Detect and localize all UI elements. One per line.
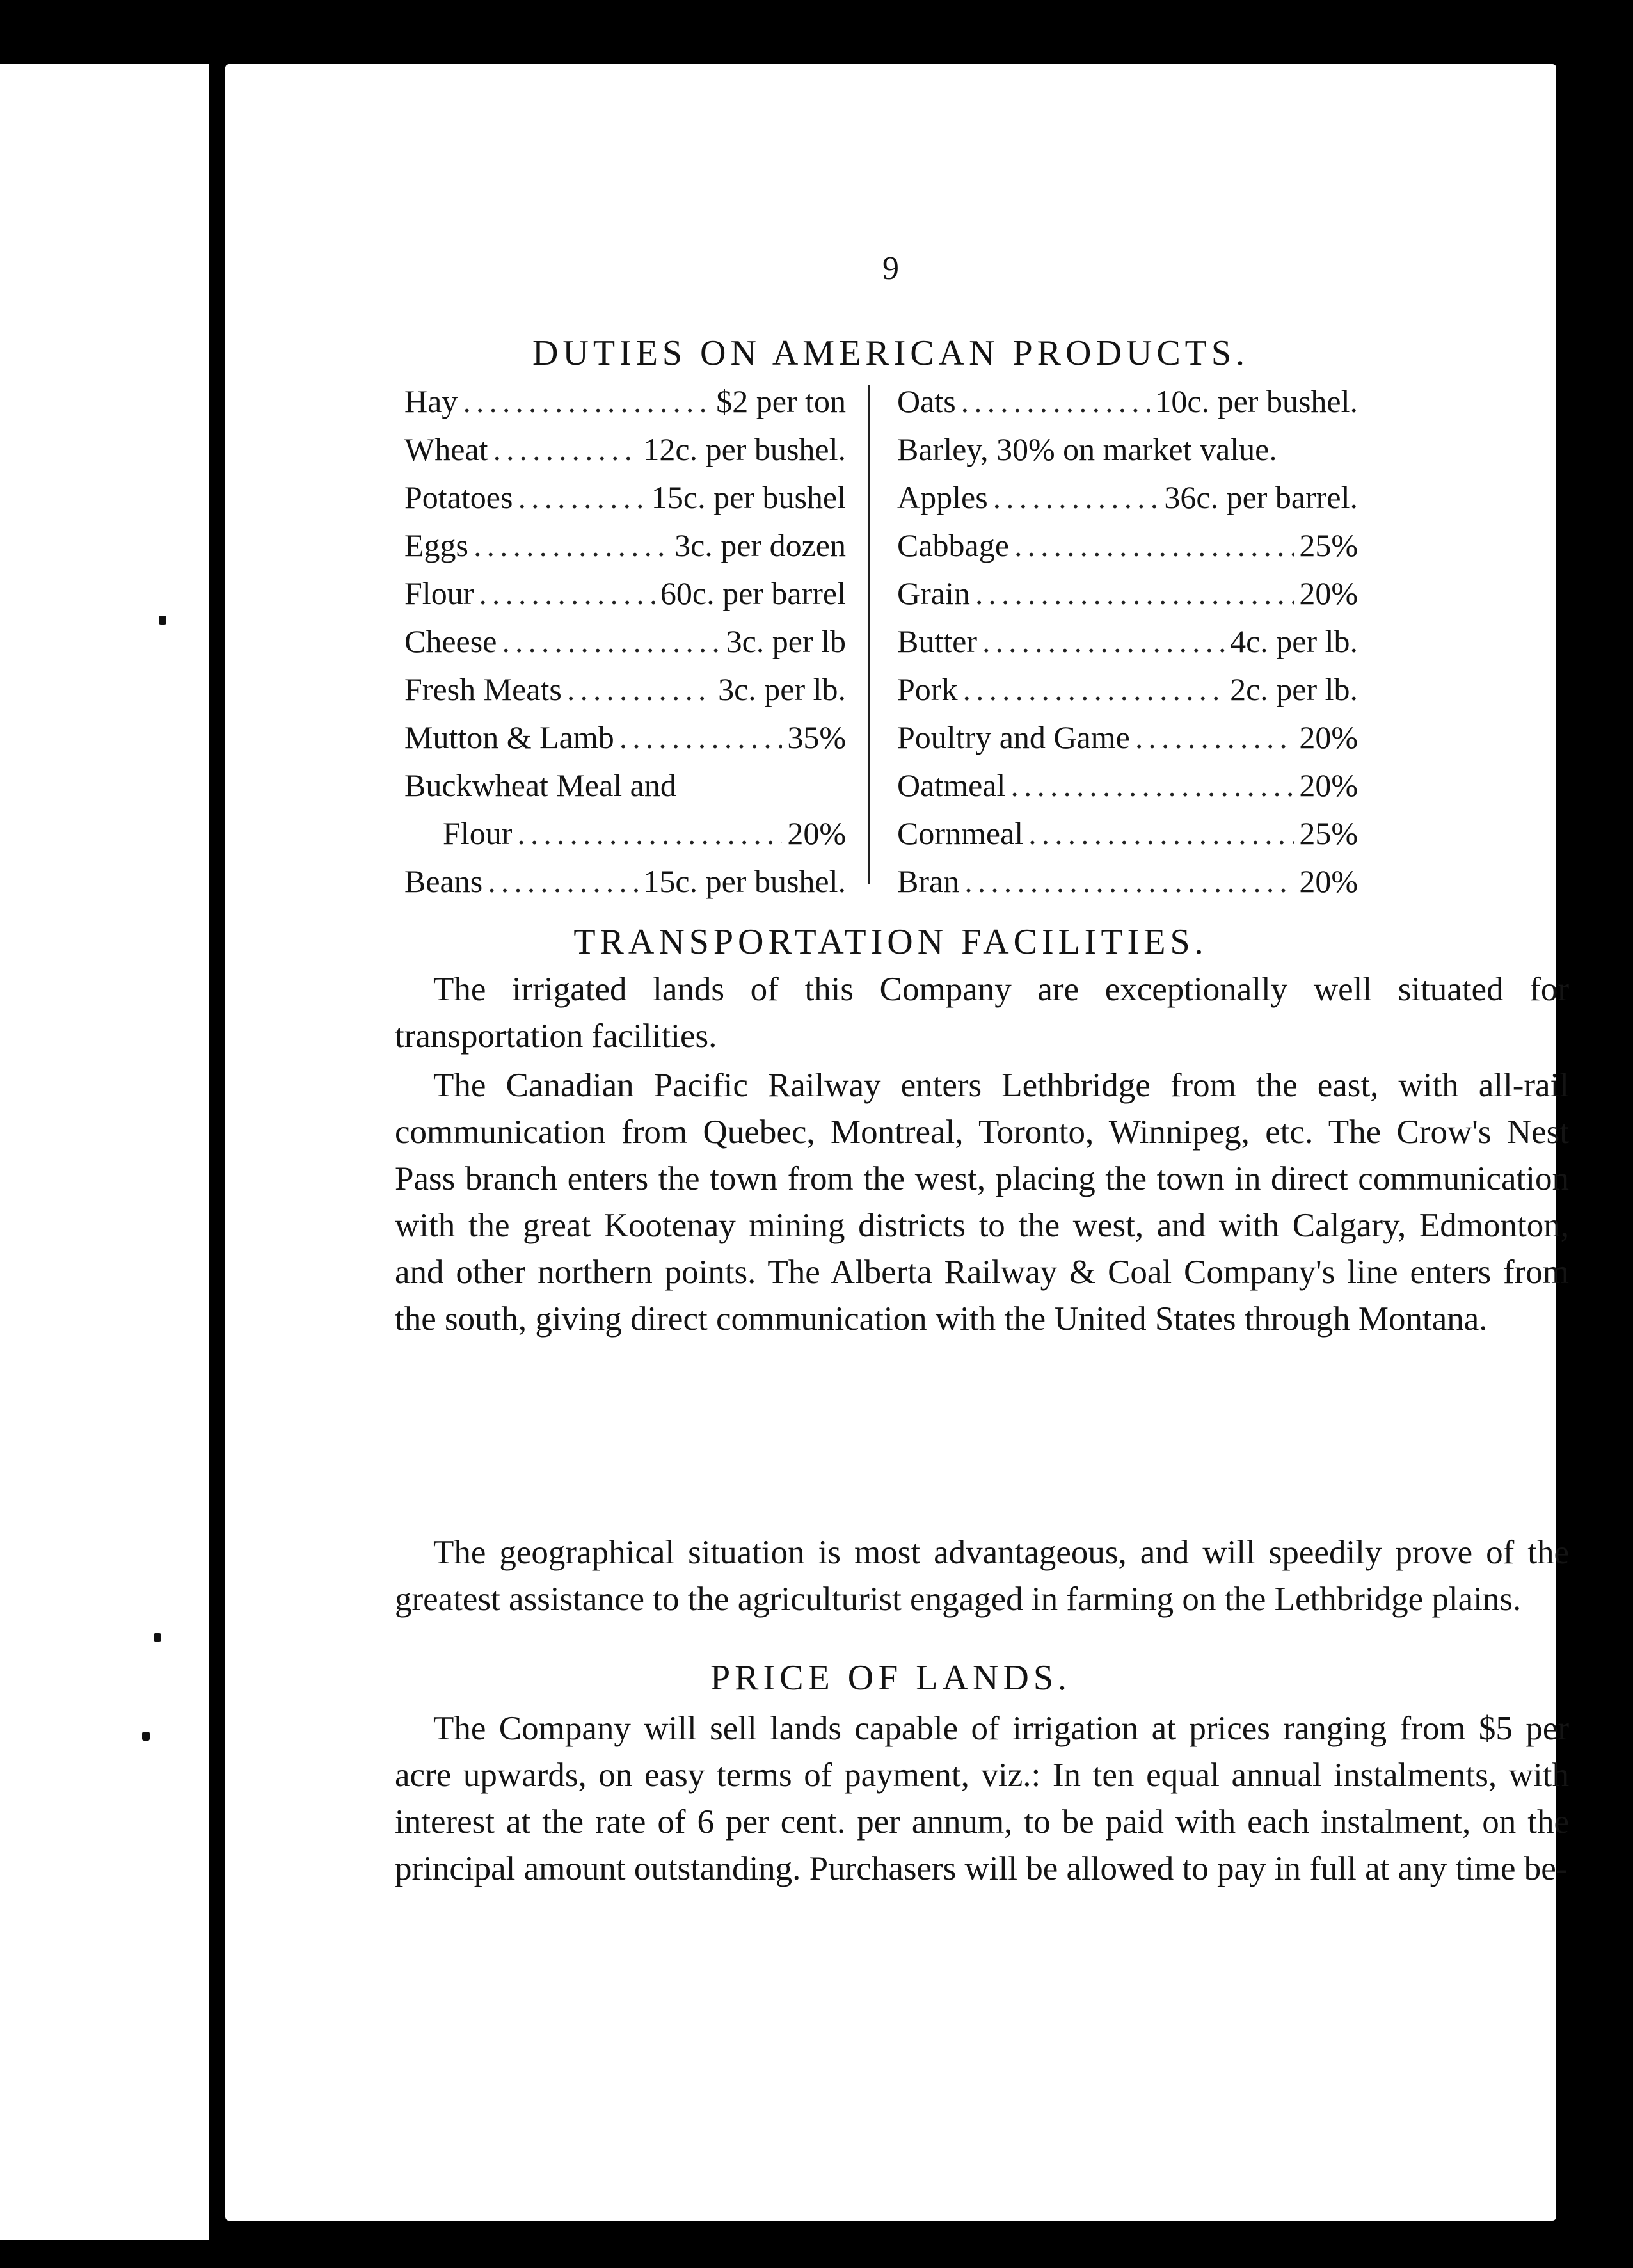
duty-row [897,858,1358,906]
duty-item: Eggs [404,527,468,563]
transportation-paragraph: The Canadian Pacific Railway enters Lethbridge from the east, with all-rail communication from Quebec, Montreal, Toronto, Winnipeg, etc. The Crow's Nest Pass branch enters the town from the west, placing the town in direct communication with the great Kootenay mining districts to the west, and with Calgary, Edmonton, and other northern points. The Alberta Railway & Coal Company's line enters from the south, giving direct communication with the United States through Montana. [395,1067,1569,1338]
duty-item: Pork [897,671,958,707]
duty-rate: 35% [787,719,846,755]
transportation-paragraph: The geographical situation is most advantageous, and will speedily prove of the greatest assistance to the agriculturist engaged in farming on the Lethbridge plains. [395,1534,1569,1618]
duty-item: Grain [897,575,970,611]
duty-row [404,666,846,714]
leader-dots [993,474,1159,522]
leader-dots [962,666,1225,714]
duty-row [404,714,846,762]
duty-rate: 10c. per bushel. [1155,383,1358,419]
duty-rate: 60c. per barrel [660,575,846,611]
duty-row [404,762,846,810]
duty-rate: $2 per ton [716,383,846,419]
column-divider [868,385,870,884]
duty-item: Hay [404,383,458,419]
leader-dots [493,426,638,474]
leader-dots [619,714,783,762]
duty-rate: 4c. per lb. [1230,623,1358,659]
duty-row [404,378,846,426]
duty-rate: 3c. per lb. [718,671,846,707]
duty-row [404,618,846,666]
duty-row [897,522,1358,570]
duty-row [897,378,1358,426]
price-heading: PRICE OF LANDS. [710,1658,1071,1698]
duty-rate: 25% [1299,527,1358,563]
duty-row [897,762,1358,810]
price-paragraph: The Company will sell lands capable of irrigation at prices ranging from $5 per acre upwards, on easy terms of payment, viz.: In ten equal annual instalments, with interest at the rate of 6 per cent. per annum, to be paid with each instalment, on the principal amount outstanding. Purchasers will be allowed to pay in full at any time be- [395,1710,1569,1887]
duty-rate: 3c. per dozen [674,527,846,563]
duty-row [897,714,1358,762]
duty-item: Bran [897,863,960,899]
duty-item: Fresh Meats [404,671,562,707]
duties-left-column [404,378,846,906]
duty-row [404,810,846,858]
duty-rate: 12c. per bushel. [643,431,846,467]
leader-dots [479,570,655,618]
duty-row [404,522,846,570]
duty-rate: 20% [787,815,846,851]
leader-dots [1010,762,1294,810]
duty-item: Butter [897,623,977,659]
duty-item: Oatmeal [897,767,1006,803]
binding-mark [154,1633,161,1642]
duty-rate: 3c. per lb [726,623,846,659]
leader-dots [517,810,782,858]
duty-item: Cabbage [897,527,1009,563]
leader-dots [488,858,638,906]
duty-row [404,474,846,522]
leader-dots [1135,714,1294,762]
duty-item: Oats [897,383,956,419]
duty-rate: 20% [1299,719,1358,755]
duty-rate: 25% [1299,815,1358,851]
duty-item: Mutton & Lamb [404,719,614,755]
duty-item: Wheat [404,431,488,467]
duty-rate: 15c. per bushel [651,479,846,515]
duty-row [404,570,846,618]
duty-rate: 20% [1299,863,1358,899]
duty-row [897,426,1358,474]
duty-item: Potatoes [404,479,513,515]
duty-rate: 20% [1299,575,1358,611]
page-number: 9 [882,250,899,287]
duty-item: Flour [443,815,513,851]
duty-item: Flour [404,575,474,611]
document-page [225,64,1569,2221]
duties-table [404,378,1358,966]
leader-dots [463,378,711,426]
duty-rate: 2c. per lb. [1230,671,1358,707]
duty-rate: 15c. per bushel. [643,863,846,899]
duty-rate: 20% [1299,767,1358,803]
duty-row [897,810,1358,858]
leader-dots [567,666,713,714]
duties-right-column [897,378,1358,906]
duties-heading: DUTIES ON AMERICAN PRODUCTS. [532,333,1250,373]
duty-row [897,618,1358,666]
transportation-paragraph: The irrigated lands of this Company are exceptionally well situated for transportation facilities. [395,971,1569,1055]
duty-row [897,474,1358,522]
adjacent-page [0,64,209,2240]
leader-dots [982,618,1225,666]
leader-dots [975,570,1294,618]
duty-item: Buckwheat Meal and [404,767,676,803]
duty-row [404,858,846,906]
leader-dots [474,522,669,570]
transportation-heading: TRANSPORTATION FACILITIES. [573,922,1208,962]
leader-dots [1014,522,1294,570]
leader-dots [502,618,721,666]
duty-rate: 36c. per barrel. [1164,479,1358,515]
leader-dots [964,858,1294,906]
duty-row [897,666,1358,714]
duty-row [404,426,846,474]
duty-item: Cornmeal [897,815,1024,851]
duty-item: Apples [897,479,988,515]
leader-dots [961,378,1151,426]
duty-item: Beans [404,863,483,899]
binding-mark [142,1732,150,1741]
leader-dots [1028,810,1294,858]
duty-item: Barley, 30% on market value. [897,431,1277,467]
duty-row [897,570,1358,618]
binding-mark [159,616,166,625]
duty-item: Poultry and Game [897,719,1130,755]
duty-item: Cheese [404,623,497,659]
leader-dots [518,474,646,522]
